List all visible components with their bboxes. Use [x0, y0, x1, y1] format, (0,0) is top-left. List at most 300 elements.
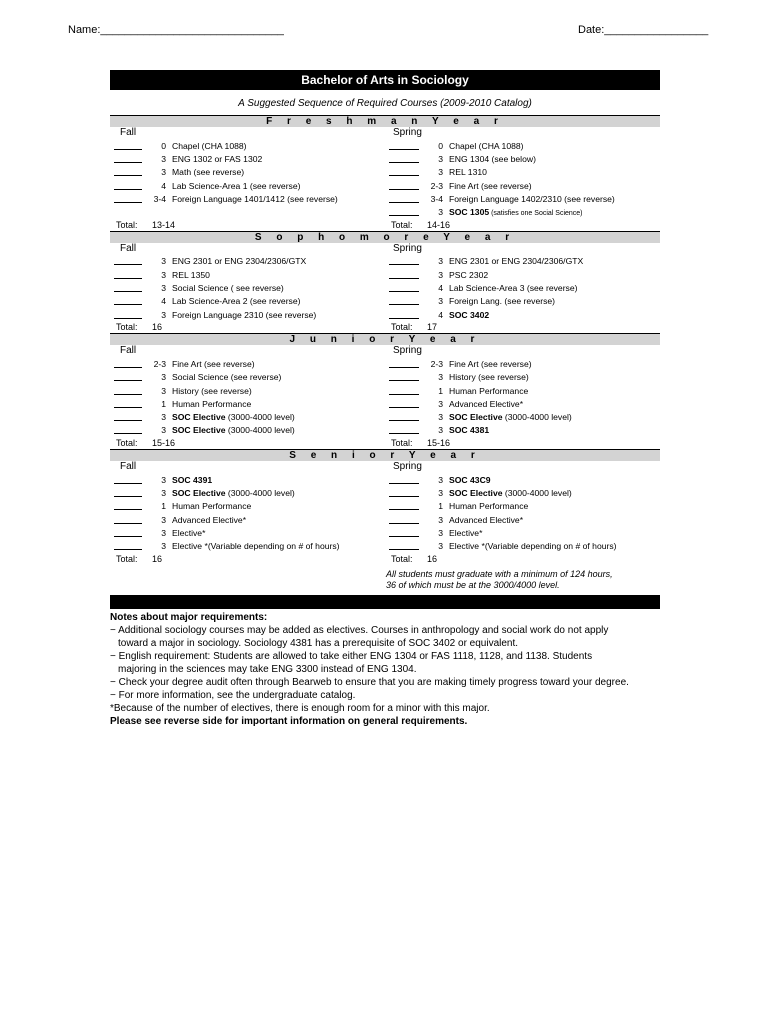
grade-blank[interactable]	[389, 271, 419, 279]
spring-total	[385, 553, 660, 565]
grade-blank[interactable]	[114, 413, 142, 421]
course-hours: 3	[438, 541, 443, 552]
grade-blank[interactable]	[114, 257, 142, 265]
totals-row	[110, 219, 660, 231]
course-name-text: Lab Science-Area 3 (see reverse)	[449, 283, 578, 294]
course-hours: 3	[438, 527, 443, 538]
spring-total-column	[385, 219, 660, 231]
course-hours: 0	[161, 140, 166, 151]
spring-column	[385, 473, 660, 553]
course-row	[110, 179, 385, 192]
grade-blank[interactable]	[114, 182, 142, 190]
course-name	[449, 296, 660, 306]
course-hours: 3	[161, 474, 166, 485]
course-name	[172, 425, 385, 435]
course-name-bold: SOC 1305	[449, 207, 490, 218]
semester-columns	[110, 357, 660, 437]
graduation-note-line-1: All students must graduate with a minimum of 124 hours,	[386, 568, 613, 579]
course-row	[385, 473, 660, 486]
course-name-text: Human Performance	[449, 501, 529, 512]
course-hours: 2-3	[430, 180, 443, 191]
course-row	[385, 281, 660, 294]
course-hours: 2-3	[153, 358, 166, 369]
totals-row	[110, 321, 660, 333]
grade-blank[interactable]	[389, 373, 419, 381]
document-subtitle: A Suggested Sequence of Required Courses (2009-2010 Catalog)	[238, 98, 532, 109]
course-name	[449, 541, 660, 551]
course-name-text: Advanced Elective*	[449, 398, 524, 409]
grade-blank[interactable]	[114, 529, 142, 537]
grade-blank[interactable]	[114, 516, 142, 524]
course-hours: 4	[161, 296, 166, 307]
course-hours: 1	[438, 385, 443, 396]
course-name-text: Foreign Language 1401/1412 (see reverse)	[172, 193, 338, 204]
course-name-text: ENG 2301 or ENG 2304/2306/GTX	[172, 256, 307, 267]
total-value: 13-14	[152, 219, 176, 230]
graduation-note-line-2: 36 of which must be at the 3000/4000 level.	[386, 579, 560, 590]
course-row	[385, 192, 660, 205]
fall-total-column	[110, 219, 385, 231]
spring-column	[385, 255, 660, 321]
course-name	[449, 181, 660, 191]
course-row	[385, 268, 660, 281]
fall-total	[110, 437, 385, 449]
course-row	[385, 424, 660, 437]
course-name	[449, 283, 660, 293]
course-hours: 3	[438, 398, 443, 409]
fall-column	[110, 255, 385, 321]
grade-blank[interactable]	[114, 195, 142, 203]
course-row	[110, 371, 385, 384]
course-hours: 3	[438, 412, 443, 423]
spring-total	[385, 321, 660, 333]
course-name	[172, 256, 385, 266]
course-name	[172, 399, 385, 409]
course-row	[110, 526, 385, 539]
spring-label: Spring	[393, 242, 422, 254]
course-hours: 3	[161, 487, 166, 498]
grade-blank[interactable]	[389, 257, 419, 265]
course-row	[385, 139, 660, 152]
spring-label: Spring	[393, 127, 422, 138]
grade-blank[interactable]	[389, 168, 419, 176]
course-name-text: (3000-4000 level)	[502, 412, 572, 423]
grade-blank[interactable]	[389, 297, 419, 305]
course-row	[110, 308, 385, 321]
total-label: Total:	[116, 219, 138, 230]
course-row	[385, 255, 660, 268]
year-band: S o p h o m o r e Y e a r	[110, 231, 660, 243]
course-row	[110, 384, 385, 397]
grade-blank[interactable]	[389, 155, 419, 163]
course-name	[449, 488, 660, 498]
course-name	[449, 475, 660, 485]
grade-blank[interactable]	[389, 142, 419, 150]
total-value: 16	[152, 553, 163, 564]
fall-label: Fall	[120, 127, 137, 138]
fall-total-column	[110, 437, 385, 449]
course-name-text: Math (see reverse)	[172, 167, 245, 178]
course-name-text: ENG 2301 or ENG 2304/2306/GTX	[449, 256, 584, 267]
course-name	[172, 359, 385, 369]
course-name	[172, 515, 385, 525]
course-name	[449, 167, 660, 177]
grade-blank[interactable]	[114, 489, 142, 497]
grade-blank[interactable]	[114, 284, 142, 292]
grade-blank[interactable]	[389, 489, 419, 497]
year-sections	[110, 115, 660, 565]
course-sheet	[110, 70, 660, 728]
total-label: Total:	[391, 438, 413, 449]
course-name-text: REL 1310	[449, 167, 487, 178]
course-name-bold: SOC Elective	[449, 412, 503, 423]
course-hours: 3	[161, 514, 166, 525]
course-name-bold: SOC Elective	[172, 412, 226, 423]
course-row	[385, 205, 660, 218]
course-name-text: Chapel (CHA 1088)	[172, 140, 247, 151]
total-label: Total:	[391, 553, 413, 564]
course-hours: 3	[161, 385, 166, 396]
note-line: − English requirement: Students are allowed to take either ENG 1304 or FAS 1118, 1128, and 1138. Students	[110, 650, 593, 662]
note-line: majoring in the sciences may take ENG 3300 instead of ENG 1304.	[118, 663, 417, 675]
course-name-bold: SOC Elective	[449, 487, 503, 498]
total-label: Total:	[116, 438, 138, 449]
total-label: Total:	[116, 553, 138, 564]
course-row	[385, 540, 660, 553]
course-row	[385, 526, 660, 539]
course-row	[385, 166, 660, 179]
grade-blank[interactable]	[389, 195, 419, 203]
course-hours: 3	[438, 256, 443, 267]
course-hours: 3	[161, 412, 166, 423]
course-name-text: (3000-4000 level)	[225, 425, 295, 436]
notes-heading: Notes about major requirements:	[110, 611, 268, 623]
course-hours: 3	[161, 425, 166, 436]
course-name	[172, 372, 385, 382]
course-hours: 3	[161, 283, 166, 294]
fall-total	[110, 553, 385, 565]
course-name	[449, 501, 660, 511]
course-hours: 1	[438, 501, 443, 512]
course-name	[449, 372, 660, 382]
year-band: J u n i o r Y e a r	[110, 333, 660, 345]
grade-blank[interactable]	[114, 373, 142, 381]
course-hours: 3	[438, 207, 443, 218]
course-hours: 3	[438, 425, 443, 436]
course-hours: 3	[438, 167, 443, 178]
course-name-text: Chapel (CHA 1088)	[449, 140, 524, 151]
course-hours: 3	[161, 309, 166, 320]
course-name-bold: SOC Elective	[172, 487, 226, 498]
course-name	[172, 386, 385, 396]
document-title: Bachelor of Arts in Sociology	[110, 70, 660, 90]
spring-label: Spring	[393, 461, 422, 473]
course-hours: 3-4	[430, 193, 443, 204]
total-value: 16	[427, 553, 438, 564]
note-line: − For more information, see the undergraduate catalog.	[110, 689, 356, 701]
course-hours: 1	[161, 398, 166, 409]
course-name-text: ENG 1302 or FAS 1302	[172, 153, 263, 164]
course-name	[172, 283, 385, 293]
grade-blank[interactable]	[114, 360, 142, 368]
total-label: Total:	[116, 322, 138, 333]
course-row	[110, 152, 385, 165]
course-hours: 3	[438, 487, 443, 498]
course-row	[110, 192, 385, 205]
spring-column	[385, 139, 660, 219]
grade-blank[interactable]	[114, 542, 142, 550]
spring-total	[385, 437, 660, 449]
grade-blank[interactable]	[389, 182, 419, 190]
semester-columns	[110, 473, 660, 553]
course-hours: 3	[161, 167, 166, 178]
term-labels	[110, 127, 660, 139]
fall-column	[110, 139, 385, 219]
course-row	[110, 357, 385, 370]
course-name-text: Lab Science-Area 2 (see reverse)	[172, 296, 301, 307]
course-name	[449, 515, 660, 525]
year-band: F r e s h m a n Y e a r	[110, 115, 660, 127]
course-row	[385, 486, 660, 499]
spring-total	[385, 219, 660, 231]
grade-blank[interactable]	[389, 502, 419, 510]
grade-blank[interactable]	[114, 155, 142, 163]
course-row	[385, 371, 660, 384]
spring-total-column	[385, 553, 660, 565]
course-name-note: (satisfies one Social Science)	[489, 210, 583, 218]
grade-blank[interactable]	[114, 297, 142, 305]
course-row	[110, 424, 385, 437]
term-labels	[110, 345, 660, 357]
course-hours: 1	[161, 501, 166, 512]
course-row	[110, 513, 385, 526]
course-row	[110, 281, 385, 294]
course-name-bold: SOC 4391	[172, 474, 213, 485]
spring-total-column	[385, 437, 660, 449]
course-row	[110, 486, 385, 499]
course-name	[449, 528, 660, 538]
grade-blank[interactable]	[389, 208, 419, 216]
grade-blank[interactable]	[389, 516, 419, 524]
course-name-text: ENG 1304 (see below)	[449, 153, 536, 164]
grade-blank[interactable]	[389, 529, 419, 537]
course-row	[110, 268, 385, 281]
course-hours: 3	[438, 296, 443, 307]
note-line: toward a major in sociology. Sociology 4381 has a prerequisite of SOC 3402 or equivalent.	[118, 637, 519, 649]
course-hours: 0	[438, 140, 443, 151]
notes-section	[110, 611, 660, 728]
course-name-text: Elective*	[172, 527, 206, 538]
course-row	[110, 397, 385, 410]
course-name	[172, 310, 385, 320]
course-name	[172, 412, 385, 422]
course-name-text: (3000-4000 level)	[502, 487, 572, 498]
course-name	[449, 399, 660, 409]
course-name	[172, 541, 385, 551]
course-name-text: REL 1350	[172, 269, 210, 280]
fall-total-column	[110, 321, 385, 333]
course-hours: 4	[438, 283, 443, 294]
course-name	[449, 270, 660, 280]
spring-total-column	[385, 321, 660, 333]
total-value: 15-16	[152, 438, 176, 449]
grade-blank[interactable]	[114, 502, 142, 510]
course-row	[110, 166, 385, 179]
course-hours: 3	[161, 269, 166, 280]
course-row	[110, 255, 385, 268]
semester-columns	[110, 255, 660, 321]
course-hours: 3	[438, 514, 443, 525]
note-line: *Because of the number of electives, there is enough room for a minor with this major.	[110, 702, 490, 714]
grade-blank[interactable]	[389, 284, 419, 292]
course-name-text: Human Performance	[449, 385, 529, 396]
grade-blank[interactable]	[114, 400, 142, 408]
spring-column	[385, 357, 660, 437]
total-value: 15-16	[427, 438, 451, 449]
course-hours: 3	[161, 527, 166, 538]
year-band: S e n i o r Y e a r	[110, 449, 660, 461]
grade-blank[interactable]	[389, 360, 419, 368]
course-name	[449, 386, 660, 396]
course-name-text: Human Performance	[172, 398, 252, 409]
course-row	[385, 179, 660, 192]
course-name	[172, 154, 385, 164]
course-name-text: Fine Art (see reverse)	[449, 180, 532, 191]
grade-blank[interactable]	[114, 387, 142, 395]
course-row	[385, 357, 660, 370]
grade-blank[interactable]	[114, 142, 142, 150]
grade-blank[interactable]	[114, 168, 142, 176]
course-name-text: Fine Art (see reverse)	[172, 358, 255, 369]
course-name-text: Lab Science-Area 1 (see reverse)	[172, 180, 301, 191]
course-name	[172, 141, 385, 151]
course-name	[449, 310, 660, 320]
fall-label: Fall	[120, 345, 137, 357]
course-name	[449, 141, 660, 151]
course-hours: 4	[161, 180, 166, 191]
course-name	[172, 181, 385, 191]
course-name-text: Elective *(Variable depending on # of hours)	[449, 541, 617, 552]
fall-label: Fall	[120, 242, 137, 254]
course-name	[449, 194, 660, 204]
course-name	[172, 501, 385, 511]
course-hours: 4	[438, 309, 443, 320]
course-name	[449, 359, 660, 369]
grade-blank[interactable]	[389, 400, 419, 408]
course-name	[449, 207, 660, 217]
course-name-text: Elective *(Variable depending on # of hours)	[172, 541, 340, 552]
course-name-bold: SOC 3402	[449, 309, 490, 320]
course-row	[385, 308, 660, 321]
grade-blank[interactable]	[114, 426, 142, 434]
grade-blank[interactable]	[389, 387, 419, 395]
course-name-text: Elective*	[449, 527, 483, 538]
term-labels	[110, 461, 660, 473]
course-row	[110, 295, 385, 308]
course-hours: 3	[161, 256, 166, 267]
course-name-text: Foreign Language 1402/2310 (see reverse)	[449, 193, 615, 204]
course-name-text: Advanced Elective*	[449, 514, 524, 525]
fall-column	[110, 473, 385, 553]
course-name-text: Advanced Elective*	[172, 514, 247, 525]
course-row	[385, 410, 660, 423]
grade-blank[interactable]	[389, 413, 419, 421]
course-name-bold: SOC 43C9	[449, 474, 491, 485]
fall-label: Fall	[120, 461, 137, 473]
course-name	[172, 167, 385, 177]
course-hours: 3	[438, 372, 443, 383]
course-name	[449, 154, 660, 164]
fall-total	[110, 321, 385, 333]
totals-row	[110, 553, 660, 565]
course-name-text: Fine Art (see reverse)	[449, 358, 532, 369]
course-hours: 3	[438, 269, 443, 280]
course-name	[172, 296, 385, 306]
grade-blank[interactable]	[114, 476, 142, 484]
fall-total-column	[110, 553, 385, 565]
total-label: Total:	[391, 219, 413, 230]
note-line: − Additional sociology courses may be added as electives. Courses in anthropology and social work do not apply	[110, 624, 609, 636]
course-name-text: Human Performance	[172, 501, 252, 512]
course-name	[172, 528, 385, 538]
course-row	[385, 384, 660, 397]
course-row	[110, 500, 385, 513]
course-name-text: History (see reverse)	[449, 372, 529, 383]
course-row	[385, 500, 660, 513]
course-name-text: Social Science ( see reverse)	[172, 283, 284, 294]
course-hours: 3	[161, 153, 166, 164]
divider-bar	[110, 595, 660, 609]
total-value: 17	[427, 322, 438, 333]
course-row	[110, 473, 385, 486]
course-row	[385, 152, 660, 165]
totals-row	[110, 437, 660, 449]
course-hours: 3	[161, 541, 166, 552]
course-hours: 2-3	[430, 358, 443, 369]
course-name-text: (3000-4000 level)	[225, 487, 295, 498]
grade-blank[interactable]	[114, 311, 142, 319]
total-label: Total:	[391, 322, 413, 333]
course-row	[385, 295, 660, 308]
course-name-text: Social Science (see reverse)	[172, 372, 282, 383]
course-hours: 3	[438, 474, 443, 485]
grade-blank[interactable]	[389, 476, 419, 484]
course-name	[172, 194, 385, 204]
date-field[interactable]: Date:_________________	[578, 24, 709, 36]
course-row	[110, 410, 385, 423]
total-value: 14-16	[427, 219, 451, 230]
course-row	[110, 139, 385, 152]
name-field[interactable]: Name:______________________________	[68, 24, 284, 36]
course-name	[172, 270, 385, 280]
course-row	[385, 397, 660, 410]
note-line: − Check your degree audit often through Bearweb to ensure that you are making timely progress toward your degree.	[110, 676, 629, 688]
course-hours: 3	[438, 153, 443, 164]
course-name-text: History (see reverse)	[172, 385, 252, 396]
grade-blank[interactable]	[389, 311, 419, 319]
course-name-text: (3000-4000 level)	[225, 412, 295, 423]
grade-blank[interactable]	[389, 426, 419, 434]
course-name	[449, 256, 660, 266]
course-name-text: Foreign Lang. (see reverse)	[449, 296, 556, 307]
semester-columns	[110, 139, 660, 219]
course-name	[449, 425, 660, 435]
fall-total	[110, 219, 385, 231]
graduation-note	[386, 569, 660, 591]
spring-label: Spring	[393, 345, 422, 357]
grade-blank[interactable]	[114, 271, 142, 279]
grade-blank[interactable]	[389, 542, 419, 550]
